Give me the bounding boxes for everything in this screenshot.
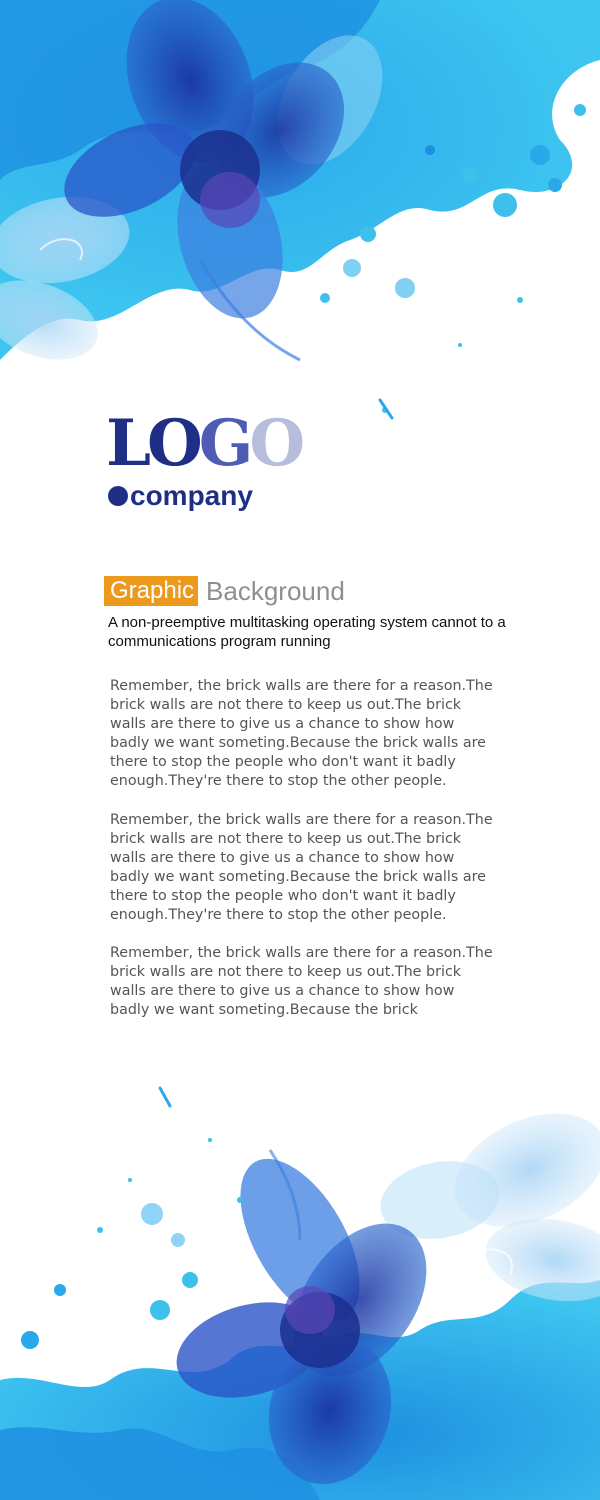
company-logo <box>106 402 306 512</box>
top-flower-splash-art <box>0 0 600 430</box>
logo-company-text: company <box>130 480 253 511</box>
bottom-flower-splash-art <box>0 1080 600 1500</box>
subtitle-text: A non-preemptive multitasking operating system cannot to a communications program running <box>108 614 506 650</box>
logo-wordmark: LOGO <box>106 406 302 481</box>
heading-word: Background <box>206 576 345 606</box>
body-paragraph-2: Remember, the brick walls are there for a reason.The brick walls are not there to keep us out.The brick walls are there to give us a chance to show how badly we want someting.Because the brick walls are there to stop the people who don't want it badly enough.They're there to stop the other people. <box>110 811 493 924</box>
body-paragraph-1: Remember, the brick walls are there for a reason.The brick walls are not there to keep us out.The brick walls are there to give us a chance to show how badly we want someting.Because the brick walls are there to stop the people who don't want it badly enough.They're there to stop the other people. <box>110 678 493 790</box>
heading-tag: Graphic <box>104 576 198 606</box>
logo-dot-icon <box>108 486 128 506</box>
section-heading <box>104 576 345 608</box>
body-text <box>110 677 495 1040</box>
body-paragraph-3: Remember, the brick walls are there for a reason.The brick walls are not there to keep us out.The brick walls are there to give us a chance to show how badly we want someting.Because the brick <box>110 945 493 1019</box>
